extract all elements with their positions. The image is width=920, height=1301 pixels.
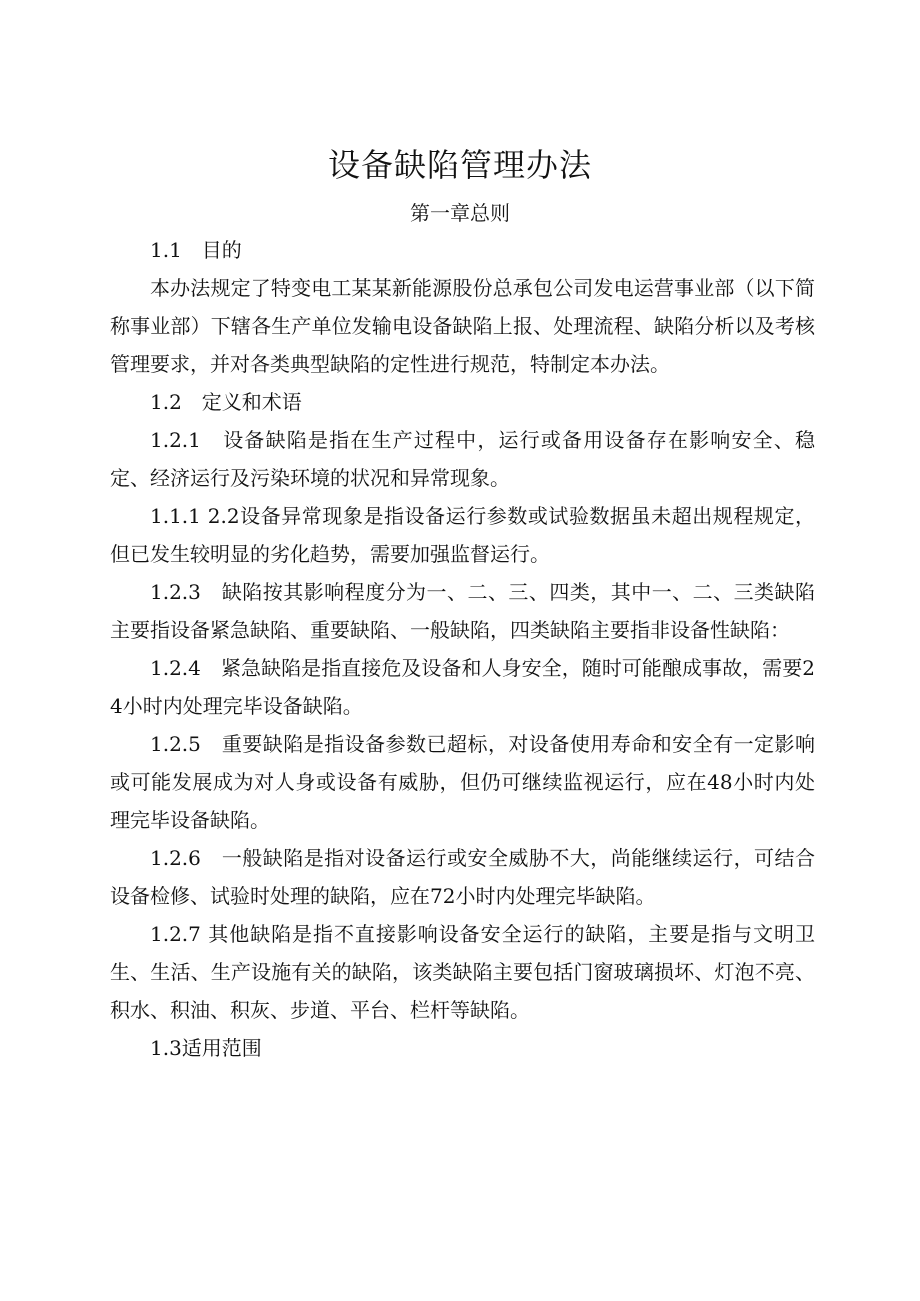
paragraph-1-2-1: 1.2.1 设备缺陷是指在生产过程中，运行或备用设备存在影响安全、稳定、经济运行及污染环境的状况和异常现象。 [110,428,815,490]
section-heading-1-1: 1.1 目的 [150,238,242,262]
section-heading-1-2: 1.2 定义和术语 [150,390,302,414]
paragraph-1-1-1: 1.1.1 2.2设备异常现象是指设备运行参数或试验数据虽未超出规程规定，但已发生较明显的劣化趋势，需要加强监督运行。 [110,504,815,566]
paragraph-1-2-6: 1.2.6 一般缺陷是指对设备运行或安全威胁不大，尚能继续运行，可结合设备检修、试验时处理的缺陷，应在72小时内处理完毕缺陷。 [110,846,815,908]
section-heading-1-3: 1.3适用范围 [150,1036,262,1060]
document-title: 设备缺陷管理办法 [327,146,592,184]
paragraph-1-2-7: 1.2.7 其他缺陷是指不直接影响设备安全运行的缺陷，主要是指与文明卫生、生活、生产设施有关的缺陷，该类缺陷主要包括门窗玻璃损坏、灯泡不亮、积水、积油、积灰、步道、平台、栏杆等缺陷。 [110,922,815,1022]
document-body [110,231,815,1067]
paragraph-1-2-4: 1.2.4 紧急缺陷是指直接危及设备和人身安全，随时可能酿成事故，需要24小时内处理完毕设备缺陷。 [110,656,815,718]
paragraph-1-2-3: 1.2.3 缺陷按其影响程度分为一、二、三、四类，其中一、二、三类缺陷主要指设备紧急缺陷、重要缺陷、一般缺陷，四类缺陷主要指非设备性缺陷： [110,580,815,642]
chapter-heading: 第一章总则 [410,201,510,225]
paragraph-1-2-5: 1.2.5 重要缺陷是指设备参数已超标，对设备使用寿命和安全有一定影响或可能发展成为对人身或设备有威胁，但仍可继续监视运行，应在48小时内处理完毕设备缺陷。 [110,732,815,832]
paragraph-purpose: 本办法规定了特变电工某某新能源股份总承包公司发电运营事业部（以下简称事业部）下辖各生产单位发输电设备缺陷上报、处理流程、缺陷分析以及考核管理要求，并对各类典型缺陷的定性进行规范，特制定本办法。 [110,276,815,376]
